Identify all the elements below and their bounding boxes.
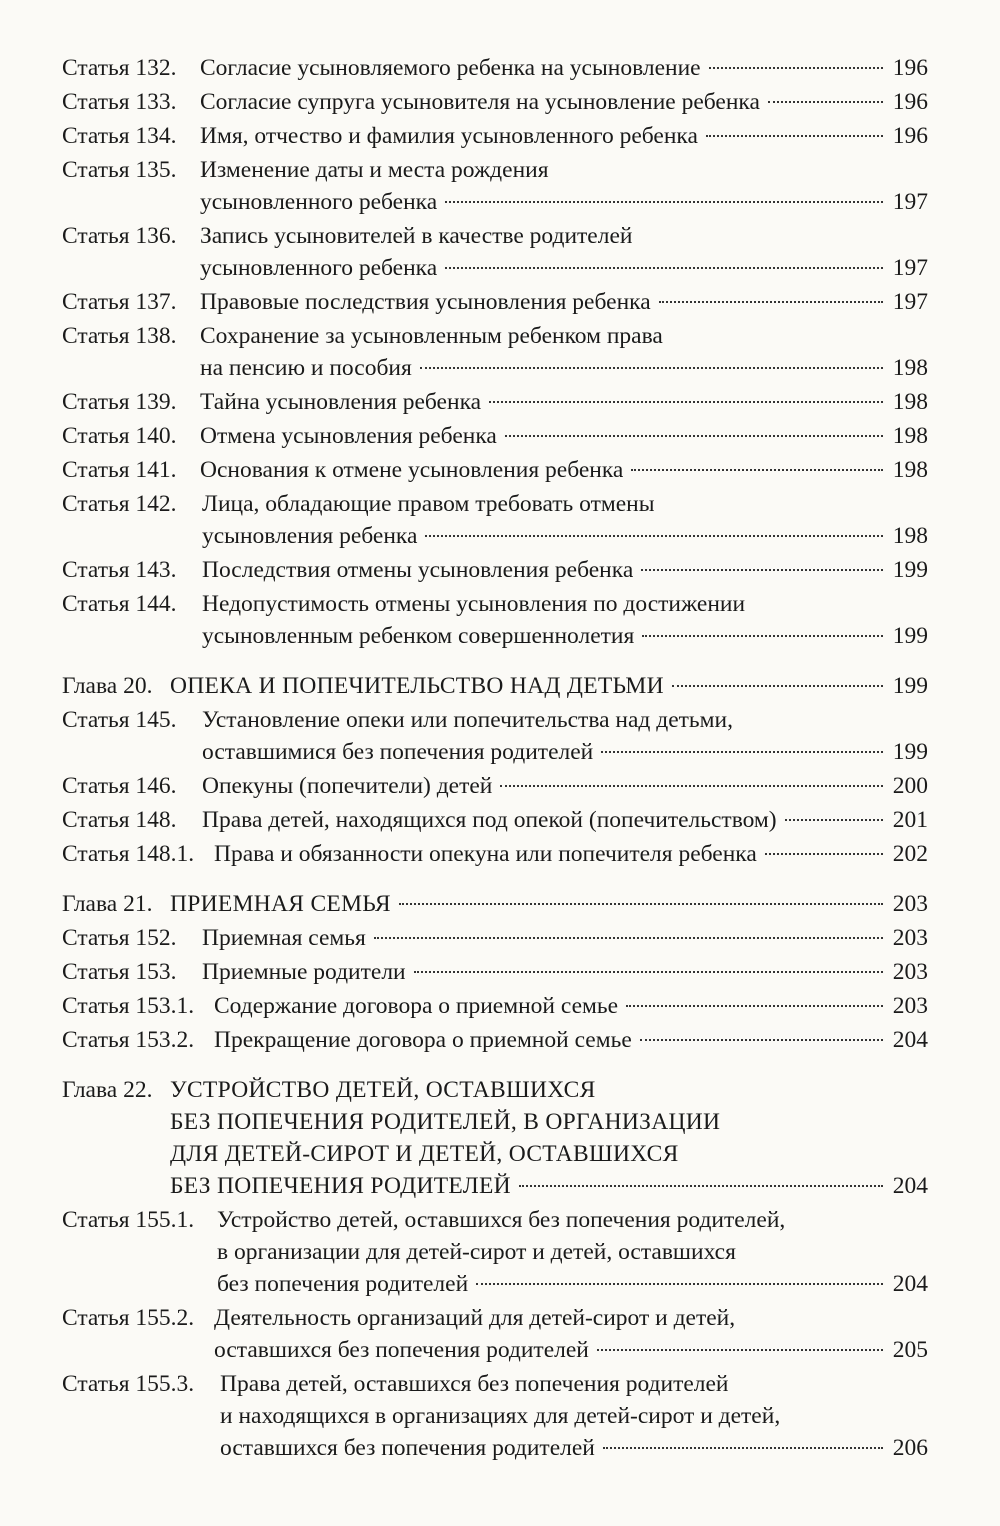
dot-leader	[519, 1185, 883, 1187]
toc-article	[62, 386, 928, 418]
article-label: Статья 148.	[62, 807, 177, 833]
entry-title-line: БЕЗ ПОПЕЧЕНИЯ РОДИТЕЛЕЙ	[170, 1173, 511, 1199]
entry-title-line: УСТРОЙСТВО ДЕТЕЙ, ОСТАВШИХСЯ	[170, 1077, 596, 1103]
entry-title-line: Сохранение за усыновленным ребенком права	[200, 323, 663, 349]
dot-leader	[640, 1039, 883, 1041]
entry-title-line: Установление опеки или попечительства над детьми,	[202, 707, 733, 733]
page-number: 203	[892, 959, 928, 985]
entry-title-line: Тайна усыновления ребенка	[200, 389, 482, 415]
toc-article	[62, 1024, 928, 1056]
article-label: Статья 145.	[62, 707, 177, 733]
entry-title-line: Права и обязанности опекуна или попечителя ребенка	[214, 841, 757, 867]
dot-leader	[785, 819, 883, 821]
article-label: Статья 153.	[62, 959, 177, 985]
entry-title-line: усыновленного ребенка	[200, 189, 438, 215]
toc-article	[62, 454, 928, 486]
article-label: Статья 140.	[62, 423, 177, 449]
dot-leader	[476, 1283, 883, 1285]
page-number: 199	[892, 557, 928, 583]
toc-chapter	[62, 888, 928, 920]
entry-title-line: БЕЗ ПОПЕЧЕНИЯ РОДИТЕЛЕЙ, В ОРГАНИЗАЦИИ	[170, 1109, 721, 1135]
page-number: 198	[892, 457, 928, 483]
entry-title-line: усыновления ребенка	[202, 523, 418, 549]
dot-leader	[420, 367, 883, 369]
dot-leader	[601, 751, 883, 753]
entry-title-line: в организации для детей-сирот и детей, оставшихся	[217, 1239, 736, 1265]
entry-title-line: Согласие супруга усыновителя на усыновление ребенка	[200, 89, 760, 115]
article-label: Статья 134.	[62, 123, 177, 149]
dot-leader	[414, 971, 883, 973]
entry-title-line: ОПЕКА И ПОПЕЧИТЕЛЬСТВО НАД ДЕТЬМИ	[170, 673, 664, 699]
entry-title-line: Прекращение договора о приемной семье	[214, 1027, 632, 1053]
page-number: 198	[892, 523, 928, 549]
entry-title-line: Опекуны (попечители) детей	[202, 773, 493, 799]
toc-article	[62, 1368, 928, 1464]
article-label: Статья 153.2.	[62, 1027, 195, 1053]
article-label: Статья 139.	[62, 389, 177, 415]
article-label: Статья 133.	[62, 89, 177, 115]
entry-title-line: на пенсию и пособия	[200, 355, 412, 381]
article-label: Статья 132.	[62, 55, 177, 81]
article-label: Статья 143.	[62, 557, 177, 583]
dot-leader	[672, 685, 883, 687]
toc-article	[62, 286, 928, 318]
article-label: Статья 155.1.	[62, 1207, 195, 1233]
page-number: 199	[892, 623, 928, 649]
page-number: 202	[892, 841, 928, 867]
dot-leader	[709, 67, 883, 69]
toc-article	[62, 488, 928, 552]
chapter-label: Глава 21.	[62, 891, 153, 917]
article-label: Статья 155.3.	[62, 1371, 195, 1397]
dot-leader	[706, 135, 883, 137]
dot-leader	[642, 635, 882, 637]
entry-title-line: Лица, обладающие правом требовать отмены	[202, 491, 655, 517]
article-label: Статья 138.	[62, 323, 177, 349]
article-label: Статья 136.	[62, 223, 177, 249]
page-number: 198	[892, 423, 928, 449]
page-number: 203	[892, 891, 928, 917]
table-of-contents	[62, 50, 928, 1464]
page-number: 196	[892, 89, 928, 115]
toc-article	[62, 220, 928, 284]
toc-article	[62, 588, 928, 652]
dot-leader	[500, 785, 882, 787]
toc-chapter	[62, 670, 928, 702]
entry-title-line: Имя, отчество и фамилия усыновленного ребенка	[200, 123, 698, 149]
page-number: 197	[892, 289, 928, 315]
entry-title-line: Основания к отмене усыновления ребенка	[200, 457, 624, 483]
article-label: Статья 144.	[62, 591, 177, 617]
entry-title-line: ДЛЯ ДЕТЕЙ-СИРОТ И ДЕТЕЙ, ОСТАВШИХСЯ	[170, 1141, 679, 1167]
toc-article	[62, 86, 928, 118]
entry-title-line: Недопустимость отмены усыновления по достижении	[202, 591, 746, 617]
toc-article	[62, 704, 928, 768]
dot-leader	[374, 937, 883, 939]
dot-leader	[445, 267, 883, 269]
article-label: Статья 137.	[62, 289, 177, 315]
article-label: Статья 141.	[62, 457, 177, 483]
dot-leader	[626, 1005, 883, 1007]
entry-title-line: усыновленного ребенка	[200, 255, 438, 281]
toc-article	[62, 154, 928, 218]
entry-title-line: усыновленным ребенком совершеннолетия	[202, 623, 635, 649]
toc-article	[62, 956, 928, 988]
dot-leader	[603, 1447, 883, 1449]
article-label: Статья 142.	[62, 491, 177, 517]
toc-article	[62, 770, 928, 802]
page-number: 204	[892, 1027, 928, 1053]
page-number: 203	[892, 993, 928, 1019]
dot-leader	[425, 535, 882, 537]
entry-title-line: Содержание договора о приемной семье	[214, 993, 619, 1019]
entry-title-line: Последствия отмены усыновления ребенка	[202, 557, 634, 583]
page-number: 196	[892, 123, 928, 149]
toc-article	[62, 120, 928, 152]
page-number: 201	[892, 807, 928, 833]
page-number: 199	[892, 673, 928, 699]
page-number: 200	[892, 773, 928, 799]
dot-leader	[659, 301, 883, 303]
entry-title-line: Деятельность организаций для детей-сирот и детей,	[214, 1305, 736, 1331]
entry-title-line: ПРИЕМНАЯ СЕМЬЯ	[170, 891, 391, 917]
entry-title-line: Приемные родители	[202, 959, 406, 985]
entry-title-line: Права детей, оставшихся без попечения родителей	[220, 1371, 729, 1397]
dot-leader	[597, 1349, 883, 1351]
article-label: Статья 152.	[62, 925, 177, 951]
entry-title-line: Изменение даты и места рождения	[200, 157, 549, 183]
entry-title-line: Запись усыновителей в качестве родителей	[200, 223, 633, 249]
article-label: Статья 146.	[62, 773, 177, 799]
entry-title-line: и находящихся в организациях для детей-сирот и детей,	[220, 1403, 781, 1429]
entry-title-line: Правовые последствия усыновления ребенка	[200, 289, 651, 315]
entry-title-line: оставшихся без попечения родителей	[214, 1337, 589, 1363]
entry-title-line: без попечения родителей	[217, 1271, 469, 1297]
entry-title-line: Права детей, находящихся под опекой (попечительством)	[202, 807, 777, 833]
page-number: 204	[892, 1173, 928, 1199]
toc-article	[62, 804, 928, 836]
page-number: 198	[892, 355, 928, 381]
entry-title-line: Приемная семья	[202, 925, 366, 951]
page-number: 197	[892, 189, 928, 215]
toc-article	[62, 320, 928, 384]
toc-article	[62, 554, 928, 586]
entry-title-line: оставшихся без попечения родителей	[220, 1435, 595, 1461]
dot-leader	[765, 853, 883, 855]
page-number: 206	[892, 1435, 928, 1461]
toc-chapter	[62, 1074, 928, 1202]
article-label: Статья 155.2.	[62, 1305, 195, 1331]
article-label: Статья 135.	[62, 157, 177, 183]
entry-title-line: Согласие усыновляемого ребенка на усыновление	[200, 55, 701, 81]
toc-article	[62, 1204, 928, 1300]
toc-article	[62, 52, 928, 84]
page-number: 203	[892, 925, 928, 951]
toc-article	[62, 1302, 928, 1366]
article-label: Статья 148.1.	[62, 841, 195, 867]
dot-leader	[445, 201, 883, 203]
dot-leader	[505, 435, 883, 437]
page-number: 198	[892, 389, 928, 415]
dot-leader	[768, 101, 883, 103]
dot-leader	[641, 569, 882, 571]
toc-article	[62, 420, 928, 452]
toc-article	[62, 990, 928, 1022]
entry-title-line: оставшимися без попечения родителей	[202, 739, 594, 765]
article-label: Статья 153.1.	[62, 993, 195, 1019]
entry-title-line: Отмена усыновления ребенка	[200, 423, 497, 449]
page-number: 204	[892, 1271, 928, 1297]
entry-title-line: Устройство детей, оставшихся без попечения родителей,	[217, 1207, 786, 1233]
page-number: 196	[892, 55, 928, 81]
toc-article	[62, 838, 928, 870]
page-number: 205	[892, 1337, 928, 1363]
dot-leader	[399, 903, 883, 905]
chapter-label: Глава 22.	[62, 1077, 153, 1103]
page-number: 197	[892, 255, 928, 281]
page-number: 199	[892, 739, 928, 765]
dot-leader	[489, 401, 883, 403]
toc-article	[62, 922, 928, 954]
chapter-label: Глава 20.	[62, 673, 153, 699]
dot-leader	[631, 469, 882, 471]
